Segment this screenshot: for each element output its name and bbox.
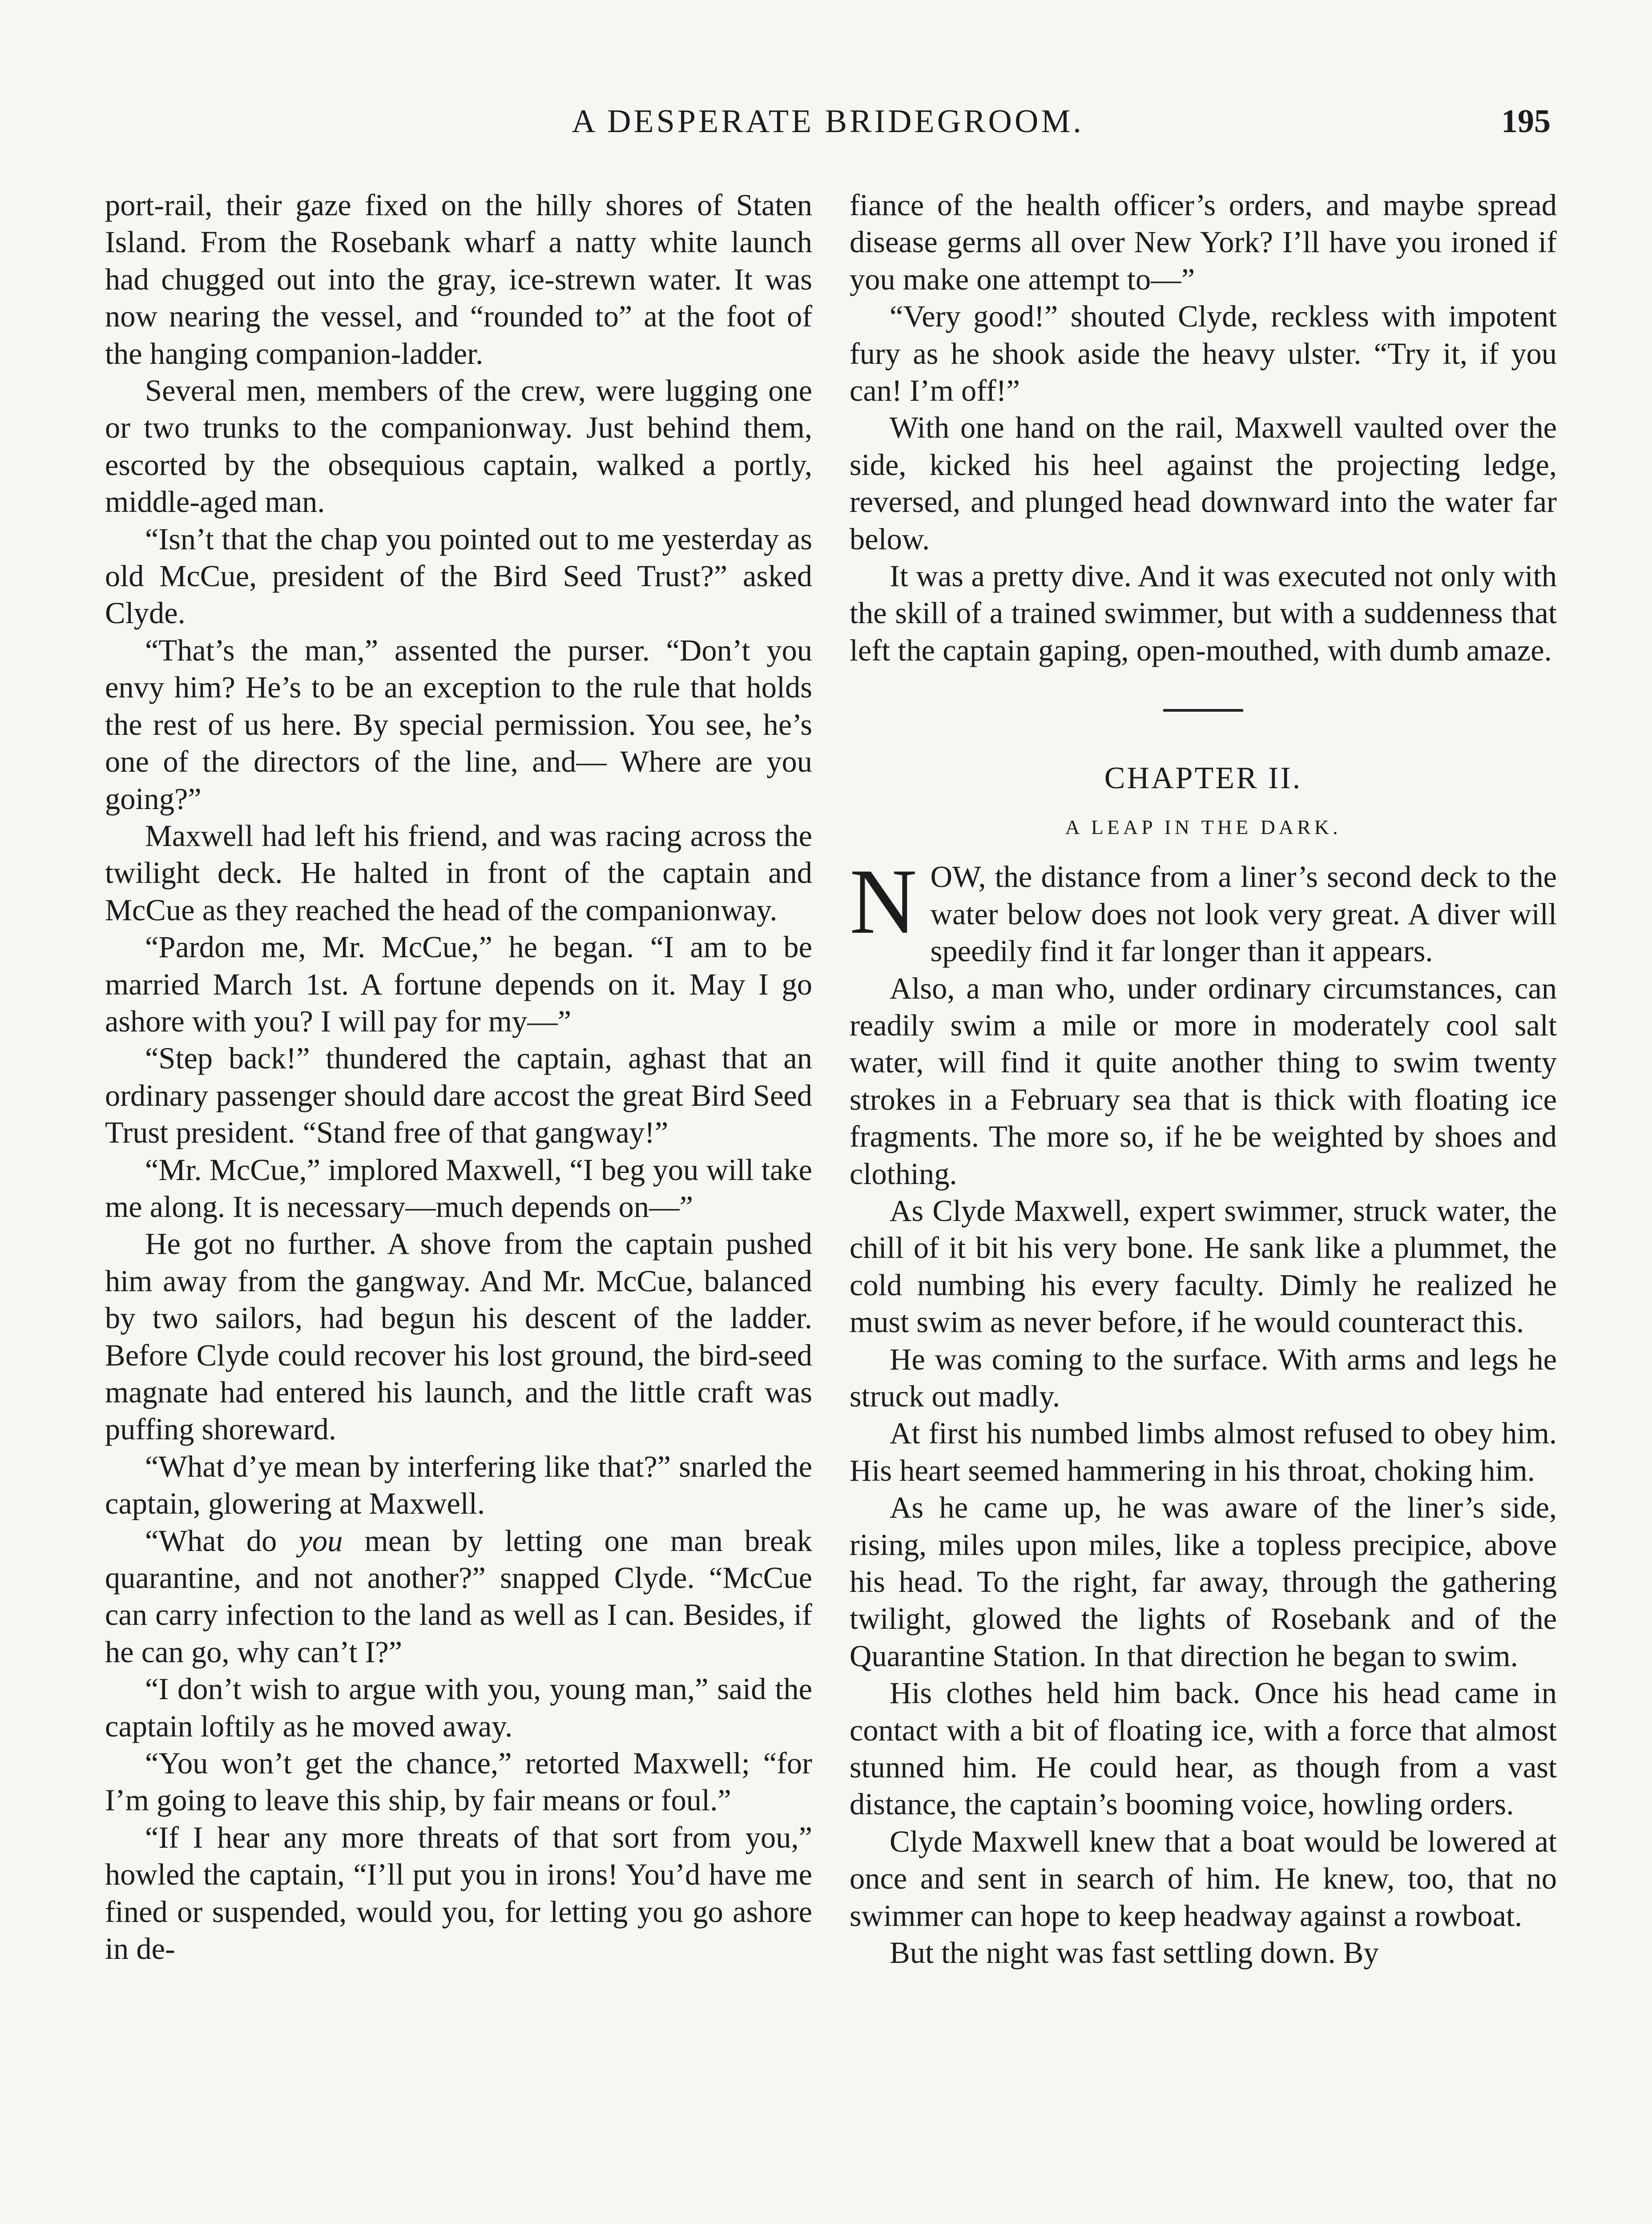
paragraph-text: His clothes held him back. Once his head came in contact with a bit of floating ice, with a force that almost stunned him. He could hear, as though from a vast distance, the captain’s booming voice, howling orders. (850, 1676, 1557, 1821)
paragraph (105, 372, 812, 521)
paragraph (105, 1819, 812, 1968)
chapter-opening-paragraph (850, 850, 1557, 970)
paragraph-text: port-rail, their gaze fixed on the hilly shores of Staten Island. From the Rosebank wharf a natty white launch had chugged out into the gray, ice-strewn water. It was now nearing the vessel, and “rounded to” at the foot of the hanging companion-ladder. (105, 188, 812, 371)
paragraph (105, 1671, 812, 1745)
left-column (105, 187, 812, 1968)
paragraph (850, 1341, 1557, 1415)
paragraph (850, 298, 1557, 409)
paragraph-text: As he came up, he was aware of the liner’s side, rising, miles upon miles, like a topless precipice, above his head. To the right, far away, through the gathering twilight, glowed the lights of Rosebank and of the Quarantine Station. In that direction he began to swim. (850, 1491, 1557, 1673)
paragraph (850, 1823, 1557, 1934)
paragraph (105, 929, 812, 1040)
paragraph (850, 1193, 1557, 1341)
paragraph-text: “You won’t get the chance,” retorted Maxwell; “for I’m going to leave this ship, by fair means or foul.” (105, 1746, 812, 1817)
paragraph (105, 632, 812, 818)
paragraph-text: Clyde Maxwell knew that a boat would be lowered at once and sent in search of him. He knew, too, that no swimmer can hope to keep headway against a rowboat. (850, 1824, 1557, 1933)
paragraph-text: mean by letting one man break quarantine, and not another?” snapped Clyde. “McCue can carry infection to the land as well as I can. Besides, if he can go, why can’t I?” (105, 1523, 812, 1669)
paragraph (850, 970, 1557, 1193)
paragraph-text: “Mr. McCue,” implored Maxwell, “I beg you will take me along. It is necessary—much depends on—” (105, 1152, 812, 1224)
paragraph (105, 521, 812, 632)
paragraph (105, 1448, 812, 1523)
paragraph-text: “That’s the man,” assented the purser. “Don’t you envy him? He’s to be an exception to the rule that holds the rest of us here. By special permission. You see, he’s one of the directors of the line, and— Where are you going?” (105, 633, 812, 816)
paragraph-text: fiance of the health officer’s orders, and maybe spread disease germs all over New York? I’ll have you ironed if you make one attempt to—” (850, 188, 1557, 296)
chapter-subtitle: A LEAP IN THE DARK. (1065, 816, 1342, 839)
paragraph (105, 818, 812, 929)
paragraph (850, 1934, 1557, 1971)
paragraph (850, 187, 1557, 298)
paragraph-text: “Step back!” thundered the captain, aghast that an ordinary passenger should dare accost the great Bird Seed Trust president. “Stand free of that gangway!” (105, 1041, 812, 1150)
paragraph (105, 1040, 812, 1151)
paragraph-text: “I don’t wish to argue with you, young man,” said the captain loftily as he moved away. (105, 1672, 812, 1743)
paragraph-text: With one hand on the rail, Maxwell vaulted over the side, kicked his heel against the projecting ledge, reversed, and plunged head downward into the water far below. (850, 411, 1557, 556)
paragraph-text: “Very good!” shouted Clyde, reckless with impotent fury as he shook aside the heavy ulster. “Try it, if you can! I’m off!” (850, 299, 1557, 408)
paragraph-text: But the night was fast settling down. By (890, 1936, 1379, 1970)
right-column (850, 187, 1557, 1971)
paragraph-text: “What do (145, 1523, 299, 1558)
italic-text: you (298, 1523, 343, 1558)
paragraph (850, 558, 1557, 669)
paragraph-text: Also, a man who, under ordinary circumstances, can readily swim a mile or more in moderately cool salt water, will find it quite another thing to swim twenty strokes in a February sea that is thick with floating ice fragments. The more so, if he be weighted by shoes and clothing. (850, 971, 1557, 1191)
paragraph (105, 187, 812, 372)
paragraph-text: It was a pretty dive. And it was executed not only with the skill of a trained swimmer, but with a suddenness that left the captain gaping, open-mouthed, with dumb amaze. (850, 559, 1557, 667)
paragraph-text: He got no further. A shove from the captain pushed him away from the gangway. And Mr. McCue, balanced by two sailors, had begun his descent of the ladder. Before Clyde could recover his lost ground, the bird-seed magnate had entered his launch, and the little craft was puffing shoreward. (105, 1227, 812, 1446)
paragraph-text: Several men, members of the crew, were lugging one or two trunks to the companionway. Just behind them, escorted by the obsequious captain, walked a portly, middle-aged man. (105, 374, 812, 519)
paragraph (850, 1489, 1557, 1675)
paragraph (105, 1745, 812, 1819)
section-divider (1163, 709, 1243, 712)
running-header (105, 97, 1551, 146)
paragraph (850, 409, 1557, 558)
paragraph-text: Maxwell had left his friend, and was racing across the twilight deck. He halted in front of the captain and McCue as they reached the head of the companionway. (105, 818, 812, 927)
paragraph-text: “If I hear any more threats of that sort from you,” howled the captain, “I’ll put you in irons! You’d have me fined or suspended, would you, for letting you go ashore in de- (105, 1820, 812, 1966)
paragraph-text: At first his numbed limbs almost refused to obey him. His heart seemed hammering in his throat, choking him. (850, 1416, 1557, 1487)
right-column-top-text (850, 187, 1557, 669)
opening-text: OW, the distance from a liner’s second deck to the water below does not look very great. A diver will speedily find it far longer than it appears. (930, 860, 1557, 968)
paragraph (105, 1225, 812, 1448)
page-number: 195 (1501, 103, 1551, 140)
paragraph-text: As Clyde Maxwell, expert swimmer, struck water, the chill of it bit his very bone. He sank like a plummet, the cold numbing his every faculty. Dimly he realized he must swim as never before, if he would counteract this. (850, 1193, 1557, 1339)
right-column-bottom-text (850, 970, 1557, 1972)
chapter-title: CHAPTER II. (1104, 761, 1302, 796)
paragraph-text: “Pardon me, Mr. McCue,” he began. “I am to be married March 1st. A fortune depends on it. May I go ashore with you? I will pay for my—” (105, 930, 812, 1038)
paragraph-text: “What d’ye mean by interfering like that?” snarled the captain, glowering at Maxwell. (105, 1449, 812, 1521)
paragraph (105, 1523, 812, 1671)
drop-cap: N (850, 850, 917, 954)
running-title: A DESPERATE BRIDEGROOM. (572, 103, 1084, 140)
paragraph-text: “Isn’t that the chap you pointed out to me yesterday as old McCue, president of the Bird Seed Trust?” asked Clyde. (105, 522, 812, 630)
paragraph-text: He was coming to the surface. With arms and legs he struck out madly. (850, 1342, 1557, 1413)
paragraph (850, 1415, 1557, 1489)
paragraph (850, 1675, 1557, 1823)
paragraph (105, 1152, 812, 1226)
